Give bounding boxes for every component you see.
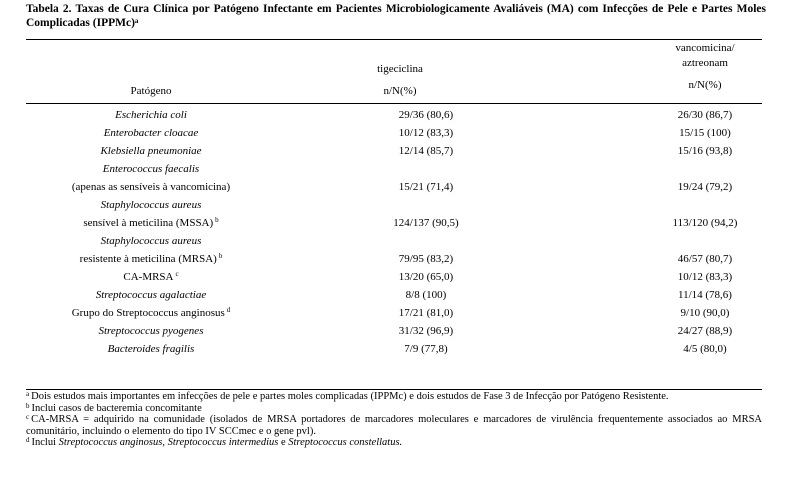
pathogen-cell	[26, 106, 276, 124]
footnote-d	[26, 437, 762, 449]
pathogen-qualifier: (apenas as sensíveis à vancomicina)	[71, 181, 231, 193]
pathogen-qualifier	[26, 250, 276, 268]
footnote-mark: b	[215, 216, 219, 224]
footnote-c	[26, 414, 762, 437]
vancomicina-cell: 24/27 (88,9)	[677, 325, 733, 337]
footnotes	[26, 391, 762, 449]
footnote-b	[26, 403, 762, 415]
pathogen-cell	[26, 232, 276, 250]
pathogen-cell	[26, 160, 276, 178]
header-vancomicina-line1: vancomicina/	[675, 42, 735, 54]
header-pathogen: Patógeno	[130, 85, 172, 97]
header-tigeciclina	[300, 62, 500, 99]
pathogen-name: Grupo do Streptococcus anginosus	[71, 307, 225, 319]
pathogen-cell	[26, 322, 276, 340]
pathogen-cell	[26, 286, 276, 304]
footnote-mark: c	[175, 270, 179, 278]
tigeciclina-cell: 7/9 (77,8)	[404, 343, 448, 355]
vancomicina-cell: 4/5 (80,0)	[683, 343, 727, 355]
pathogen-qualifier	[26, 214, 276, 232]
pathogen-cell	[26, 196, 276, 214]
footnote-mark: a	[26, 390, 30, 398]
table-row	[26, 268, 762, 286]
tigeciclina-cell: 124/137 (90,5)	[393, 217, 459, 229]
table-row	[26, 322, 762, 340]
pathogen-name: Klebsiella pneumoniae	[100, 145, 202, 157]
pathogen-name: Streptococcus pyogenes	[98, 325, 204, 337]
header-tigeciclina-label: tigeciclina	[377, 63, 423, 75]
pathogen-name: Staphylococcus aureus	[100, 199, 202, 211]
table-row	[26, 232, 762, 250]
table-row-continuation	[26, 178, 762, 196]
table-row	[26, 106, 762, 124]
pathogen-cell	[26, 340, 276, 358]
table-row	[26, 160, 762, 178]
table-top-rule	[26, 39, 762, 40]
tigeciclina-cell: 13/20 (65,0)	[398, 271, 454, 283]
table-title-text: Tabela 2. Taxas de Cura Clínica por Patógeno Infectante em Pacientes Microbiologicamente Avaliáveis (MA) com Infecções de Pele e Partes Moles Complicadas (IPPMc)	[26, 3, 766, 29]
table-row	[26, 340, 762, 358]
pathogen-name: Enterococcus faecalis	[102, 163, 200, 175]
pathogen-qualifier-text: sensível à meticilina (MSSA)	[83, 217, 214, 229]
pathogen-qualifier-text: resistente à meticilina (MRSA)	[79, 253, 217, 265]
species-name: Streptococcus anginosus,	[58, 437, 165, 449]
header-vancomicina-line2: aztreonam	[682, 57, 728, 69]
footnote-mark: c	[26, 413, 30, 422]
footnote-text: Inclui casos de bacteremia concomitante	[31, 402, 202, 414]
pathogen-name: Enterobacter cloacae	[103, 127, 199, 139]
footnote-mark: b	[218, 252, 223, 260]
table-bottom-rule	[26, 389, 762, 390]
table-body	[26, 106, 762, 358]
tigeciclina-cell: 8/8 (100)	[405, 289, 447, 301]
table-row	[26, 142, 762, 160]
footnote-text: Dois estudos mais importantes em infecções de pele e partes moles complicadas (IPPMc) e dois estudos de Fase 3 de Infecção por Patógeno Resistente.	[31, 391, 669, 402]
vancomicina-cell: 15/16 (93,8)	[677, 145, 733, 157]
vancomicina-cell: 11/14 (78,6)	[678, 289, 732, 301]
pathogen-name: Streptococcus agalactiae	[95, 289, 207, 301]
table-row	[26, 286, 762, 304]
footnote-mark: b	[26, 401, 30, 410]
vancomicina-cell: 15/15 (100)	[679, 127, 731, 139]
footnote-text: CA-MRSA = adquirido na comunidade (isolados de MRSA portadores de marcadores moleculares e marcadores de virulência frequentemente associados ao MRSA comunitário, incluindo o elemento do tipo IV SCCmec e o gene pvl).	[26, 414, 762, 437]
table-row	[26, 304, 762, 322]
tigeciclina-cell: 12/14 (85,7)	[398, 145, 454, 157]
header-vancomicina-unit: n/N(%)	[688, 79, 722, 91]
pathogen-name: Staphylococcus aureus	[100, 235, 202, 247]
tigeciclina-cell: 79/95 (83,2)	[398, 253, 454, 265]
vancomicina-cell: 113/120 (94,2)	[672, 217, 738, 229]
pathogen-cell	[26, 124, 276, 142]
tigeciclina-cell: 29/36 (80,6)	[398, 109, 454, 121]
table-row	[26, 196, 762, 214]
pathogen-name: Escherichia coli	[115, 109, 187, 121]
pathogen-name: Bacteroides fragilis	[107, 343, 195, 355]
header-bottom-rule	[26, 103, 762, 104]
species-name: Streptococcus constellatus.	[288, 437, 403, 449]
header-vancomicina	[610, 41, 792, 93]
tigeciclina-cell: 10/12 (83,3)	[398, 127, 454, 139]
pathogen-name: CA-MRSA	[123, 271, 174, 283]
tigeciclina-cell: 17/21 (81,0)	[398, 307, 454, 319]
header-tigeciclina-unit: n/N(%)	[383, 85, 417, 97]
footnote-text: e	[280, 437, 286, 449]
vancomicina-cell: 19/24 (79,2)	[677, 181, 733, 193]
footnote-mark: d	[26, 436, 30, 445]
tigeciclina-cell: 15/21 (71,4)	[398, 181, 454, 193]
vancomicina-cell: 46/57 (80,7)	[677, 253, 733, 265]
vancomicina-cell: 26/30 (86,7)	[677, 109, 733, 121]
tigeciclina-cell: 31/32 (96,9)	[398, 325, 454, 337]
footnote-a	[26, 391, 762, 403]
pathogen-cell	[26, 304, 276, 322]
vancomicina-cell: 10/12 (83,3)	[677, 271, 733, 283]
table-title	[26, 2, 766, 30]
table-row-continuation	[26, 250, 762, 268]
table-row	[26, 124, 762, 142]
table-row-continuation	[26, 214, 762, 232]
table-title-footnote-mark: a	[134, 17, 139, 25]
pathogen-cell	[26, 142, 276, 160]
footnote-mark: d	[226, 306, 231, 314]
vancomicina-cell: 9/10 (90,0)	[680, 307, 730, 319]
species-name: Streptococcus intermedius	[167, 437, 279, 449]
pathogen-cell	[26, 268, 276, 286]
footnote-text: Inclui	[31, 437, 56, 449]
